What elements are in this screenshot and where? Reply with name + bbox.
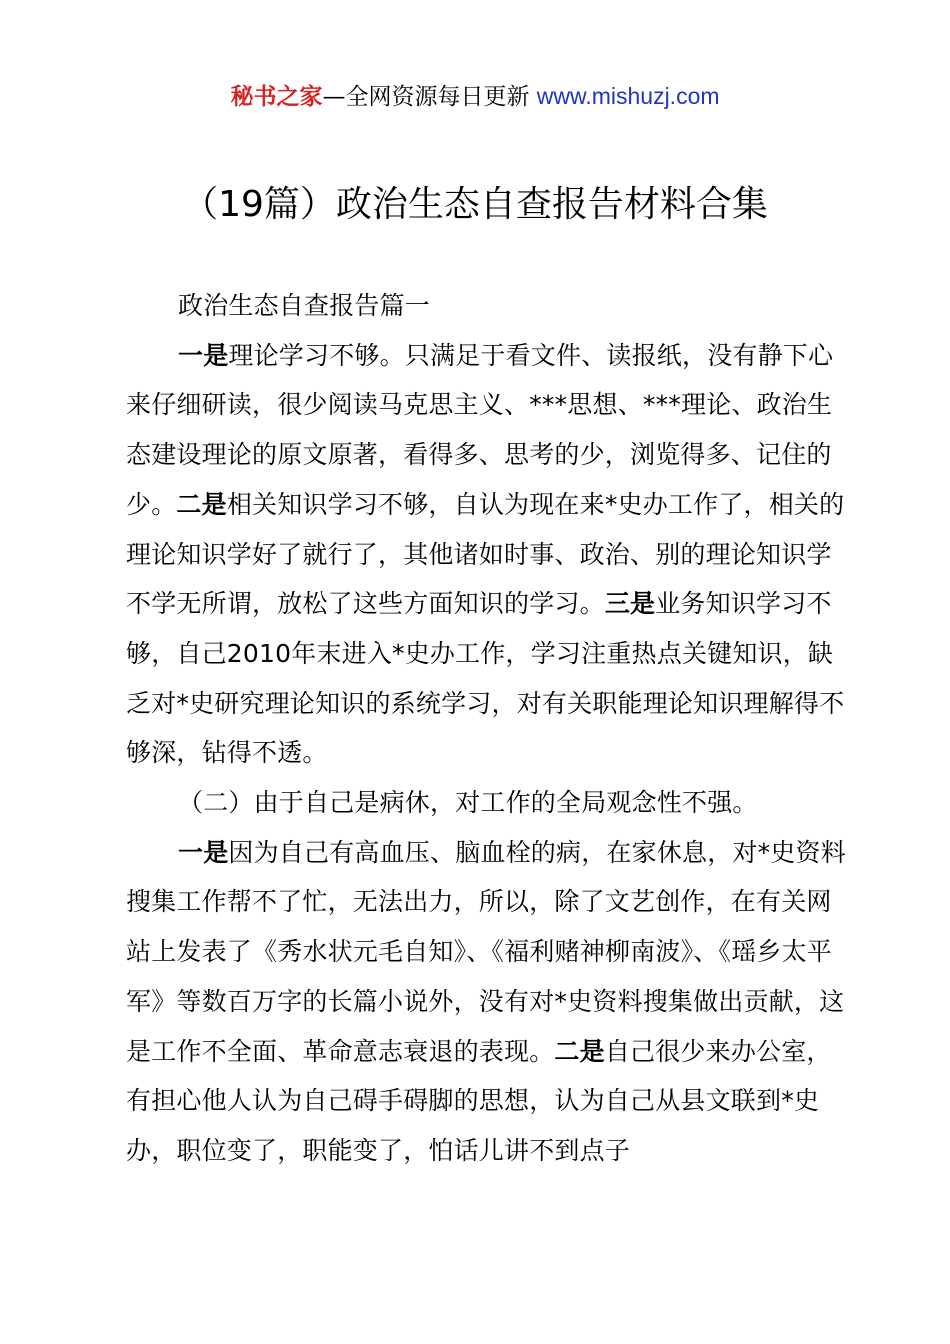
paragraph-text: 自己很少来办公室，有担心他人认为自己碍手碍脚的思想，认为自己从县文联到*史办，职位变了，职能变了，怕话儿讲不到点子 — [126, 1036, 832, 1165]
paragraph-study — [126, 331, 846, 778]
page-header — [0, 80, 950, 113]
paragraph-text: 相关知识学习不够，自认为现在来*史办工作了，相关的理论知识学好了就行了，其他诸如时事、政治、别的理论知识学不学无所谓，放松了这些方面知识的学习。 — [126, 489, 845, 619]
paragraph-text: 因为自己有高血压、脑血栓的病，在家休息，对*史资料搜集工作帮不了忙，无法出力，所以，除了文艺创作，在有关网站上发表了《秀水状元毛自知》、《福利赌神柳南波》、《瑶乡太平军》等数百万字的长篇小说外，没有对*史资料搜集做出贡献，这是工作不全面、革命意志衰退的表现。 — [126, 837, 846, 1066]
section-heading: 政治生态自查报告篇一 — [178, 291, 431, 320]
point-marker: 一是 — [178, 340, 229, 370]
paragraph-illness — [126, 828, 846, 1176]
subheading-two: （二）由于自己是病休，对工作的全局观念性不强。 — [178, 788, 758, 818]
paragraph-text: 业务知识学习不够，自己2010年末进入*史办工作，学习注重热点关键知识，缺乏对*史研究理论知识的系统学习，对有关职能理论知识理解得不够深，钻得不透。 — [126, 589, 845, 768]
header-tagline: —全网资源每日更新 — [322, 84, 530, 110]
website-link[interactable]: www.mishuzj.com — [536, 83, 720, 109]
document-body — [126, 281, 846, 1176]
paragraph-text: 理论学习不够。只满足于看文件、读报纸，没有静下心来仔细研读，很少阅读马克思主义、***思想、***理论、政治生态建设理论的原文原著，看得多、思考的少，浏览得多、记住的少。 — [126, 340, 834, 519]
document-title: （19篇）政治生态自查报告材料合集 — [182, 184, 768, 225]
point-marker: 二是 — [176, 489, 227, 519]
point-marker: 一是 — [178, 837, 229, 867]
brand-name: 秘书之家 — [230, 84, 323, 110]
point-marker: 三是 — [604, 589, 656, 619]
point-marker: 二是 — [554, 1036, 605, 1066]
